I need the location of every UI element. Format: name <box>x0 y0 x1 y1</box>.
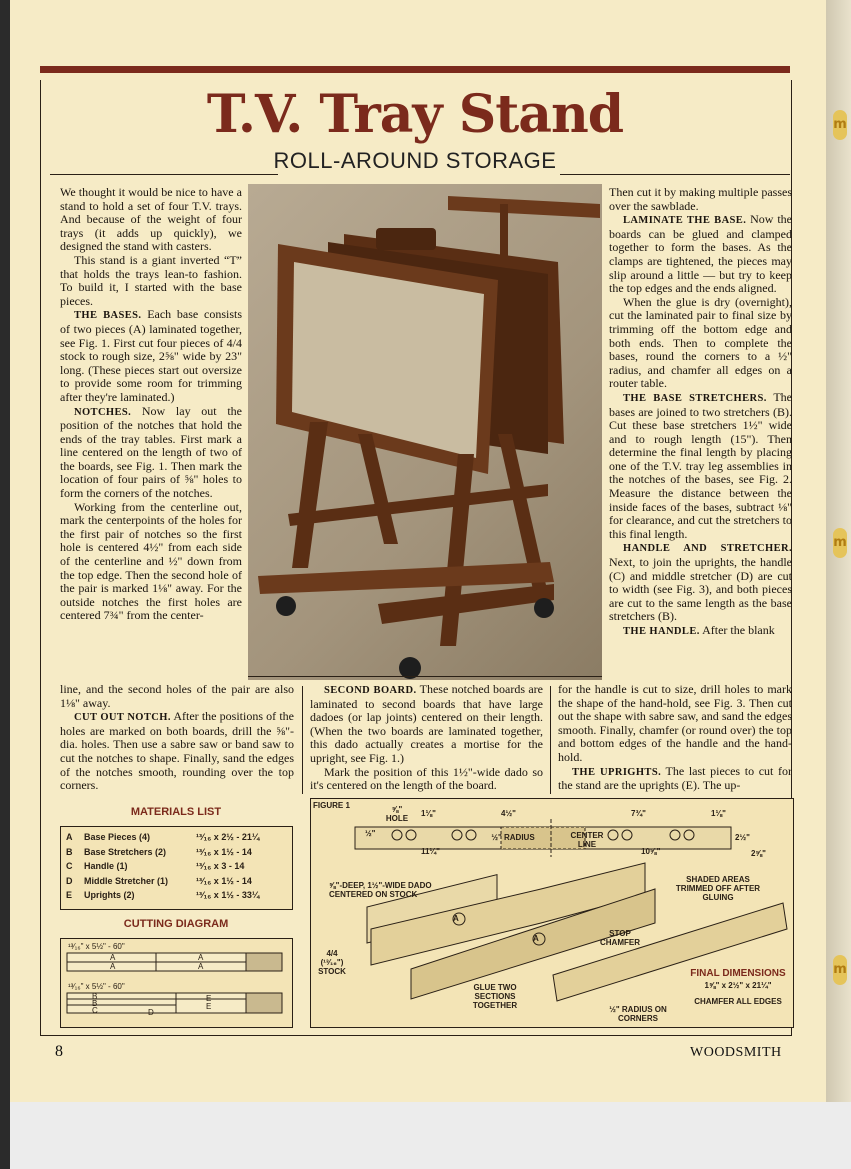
materials-row-k: E <box>66 890 73 900</box>
section-heading: CUT OUT NOTCH. <box>74 712 171 724</box>
cutting-diagram-title: CUTTING DIAGRAM <box>123 918 229 930</box>
final-dimensions-value: 1⅝" x 2½" x 21¼" <box>704 981 772 990</box>
page-tab-marker: m <box>833 955 847 985</box>
section-heading: THE HANDLE. <box>623 626 700 637</box>
paragraph: When the glue is dry (overnight), cut the laminated pair to final size by trimming off the bottom edge and both ends. Then to complete the bases, round the corners to a ½" radius, and chamfer all edges on a router table. <box>609 294 792 391</box>
materials-row-k: D <box>66 875 73 886</box>
paragraph: Each base consists of two pieces (A) laminated together, see Fig. 1. First cut four pieces of 4/4 stock to rough size, 2⅝" wide by 23" long. (These pieces start out oversize to provide some room for trimming after they're laminated.) <box>60 307 242 404</box>
paragraph: line, and the second holes of the pair are also 1⅛" away. <box>60 682 294 710</box>
materials-row-k: C <box>66 861 73 871</box>
dim-5: 11¼" <box>421 847 440 856</box>
section-heading: LAMINATE THE BASE. <box>623 215 747 227</box>
cut-label-b: B <box>92 992 98 1001</box>
materials-row-size: ¹³⁄₁₆ x 1½ - 14 <box>196 875 252 886</box>
subtitle-rule-right <box>560 174 790 175</box>
page-tab-marker: m <box>833 528 847 558</box>
dim-1: 1⅛" <box>421 809 436 818</box>
section-heading: THE BASE STRETCHERS. <box>623 392 767 404</box>
column-divider <box>550 686 551 794</box>
dim-hole: ⅝" HOLE <box>385 805 409 823</box>
article-bottom-column-3 <box>558 683 792 793</box>
tv-tray-stand-photo <box>248 184 602 680</box>
dim-3: 7¾" <box>631 809 646 818</box>
final-dimensions-label: FINAL DIMENSIONS <box>690 968 786 979</box>
paragraph: Mark the position of this 1½"-wide dado so it's centered on the length of the board. <box>310 764 543 793</box>
cut-label-b: B <box>92 999 98 1008</box>
page-tab-marker: m <box>833 110 847 140</box>
column-divider <box>302 686 303 794</box>
dim-2: 4½" <box>501 809 516 818</box>
photo-rule <box>248 676 602 677</box>
page-subtitle: ROLL-AROUND STORAGE <box>273 148 557 173</box>
figure-label: FIGURE 1 <box>313 801 350 810</box>
paragraph: The last pieces to cut for the stand are the uprights (E). The up- <box>558 763 792 793</box>
article-bottom-column-1 <box>60 683 294 793</box>
paragraph: Now lay out the position of the notches that hold the ends of the tray tables. First mark a line centered on the length of two of the boards, see Fig. 1. Then mark the location of four pairs of ⅝" holes to form the corners of the notches. <box>60 403 242 501</box>
materials-row-k: A <box>66 832 73 842</box>
dim-radius: ½" RADIUS <box>491 833 535 842</box>
cutting-diagram-boards <box>66 952 284 1018</box>
cut-label-e: E <box>206 994 212 1003</box>
page-title: T.V. Tray Stand <box>206 84 624 145</box>
part-a-marker: A <box>453 914 459 923</box>
page-number: 8 <box>55 1043 63 1060</box>
radius-corners-label: ½" RADIUS ON CORNERS <box>609 1005 667 1023</box>
page-edge-strip <box>826 0 851 1102</box>
center-line-label: CENTER LINE <box>570 831 604 849</box>
paragraph: for the handle is cut to size, drill holes to mark the shape of the hand-hold, see Fig. 3. Then cut out the shape with sabre saw, and sand the edges smooth. Finally, chamfer (or round over) the top and bottom edges of the handle and the hand-hold. <box>558 682 792 764</box>
scan-bottom-margin <box>10 1102 851 1169</box>
board-2-label: ¹³⁄₁₆" x 5½" - 60" <box>68 982 125 991</box>
section-heading: NOTCHES. <box>74 406 132 418</box>
dim-half: ½" <box>365 829 376 838</box>
section-heading: THE BASES. <box>74 310 142 322</box>
materials-row-size: ¹³⁄₁₆ x 2½ - 21¼ <box>196 832 260 842</box>
dim-7: 2½" <box>735 833 750 842</box>
materials-row-size: ¹³⁄₁₆ x 1½ - 14 <box>196 846 252 857</box>
materials-row-name: Middle Stretcher (1) <box>84 875 169 886</box>
materials-row-name: Base Pieces (4) <box>84 832 151 842</box>
subtitle-rule-left <box>50 174 278 175</box>
shaded-areas-label: SHADED AREAS TRIMMED OFF AFTER GLUING <box>675 875 761 902</box>
paragraph: After the positions of the holes are marked on both boards, drill the ⅝"-dia. holes. Then use a sabre saw or band saw to cut the notches to shape. Finally, sand the edges of the notches smooth, rounding over the top corners. <box>60 709 294 793</box>
cut-label-a: A <box>198 962 204 971</box>
glue-label: GLUE TWO SECTIONS TOGETHER <box>472 983 518 1010</box>
materials-row-size: ¹³⁄₁₆ x 1½ - 33¼ <box>196 890 260 900</box>
article-column-1 <box>60 186 242 623</box>
section-heading: SECOND BOARD. <box>324 685 417 696</box>
materials-row-size: ¹³⁄₁₆ x 3 - 14 <box>196 861 245 871</box>
paragraph: This stand is a giant inverted “T” that holds the trays lean-to fashion. To build it, I started with the base pieces. <box>60 252 242 308</box>
dim-4: 1⅛" <box>711 809 726 818</box>
article-bottom-column-2 <box>310 683 543 793</box>
board-1-label: ¹³⁄₁₆" x 5½" - 60" <box>68 942 125 951</box>
dim-6: 10⅝" <box>641 847 661 856</box>
tray-stand-illustration <box>248 184 602 680</box>
stock-label: 4/4 (¹³⁄₁₆") STOCK <box>318 949 346 976</box>
materials-list-title: MATERIALS LIST <box>130 806 222 818</box>
cut-label-a: A <box>110 962 116 971</box>
cut-label-c: C <box>92 1006 98 1015</box>
paragraph: Then cut it by making multiple passes over the sawblade. <box>609 185 792 213</box>
magazine-brand: WOODSMITH <box>690 1045 782 1060</box>
materials-row-name: Handle (1) <box>84 861 128 871</box>
paragraph: These notched boards are laminated to second boards that have large dadoes (or lap joints) centered on their length. (When the two boards are laminated together, this dado actually creates a mortise for the upright, see Fig. 1.) <box>310 682 543 765</box>
cut-label-a: A <box>198 953 204 962</box>
cut-label-e: E <box>206 1002 212 1011</box>
dim-8: 2⅝" <box>751 849 766 858</box>
materials-row-name: Uprights (2) <box>84 890 135 900</box>
cut-label-d: D <box>148 1008 154 1017</box>
chamfer-label: CHAMFER ALL EDGES <box>694 997 782 1006</box>
materials-row-name: Base Stretchers (2) <box>84 846 167 857</box>
section-heading: THE UPRIGHTS. <box>572 766 662 778</box>
paragraph: Working from the centerline out, mark the centerpoints of the holes for the first pair of notches so the first hole is centered 4½" from each side of the centerline and ½" down from the top edge. Then the second hole of the pair is marked 1⅛" away. For the outside notches the first holes are centered 7¾" from the center- <box>60 499 242 623</box>
section-heading: HANDLE AND STRETCHER. <box>623 543 792 555</box>
stop-chamfer-label: STOP CHAMFER <box>600 929 640 947</box>
paragraph: After the blank <box>699 623 775 637</box>
part-a-marker: A <box>533 934 539 943</box>
figure-1-diagram <box>310 798 794 1028</box>
materials-row-k: B <box>66 846 73 857</box>
paragraph: We thought it would be nice to have a stand to hold a set of four T.V. trays. And because of the weight of four trays (it adds up quickly), we designed the stand with casters. <box>60 185 242 254</box>
article-column-3 <box>609 186 792 639</box>
base-piece-drawing <box>311 799 793 1027</box>
paragraph: The bases are joined to two stretchers (B). Cut these base stretchers 1½" wide and to rough length (15"). Then determine the final length by placing one of the T.V. tray leg assemblies in the notches of the bases, see Fig. 2. Measure the distance between the inside faces of the bases, subtract ⅛" for clearance, and cut the stretchers to this final length. <box>609 389 792 541</box>
paragraph: Now the boards can be glued and clamped together to form the bases. As the clamps are tightened, the pieces may slip around a little — but try to keep the top edges and the ends aligned. <box>609 212 792 296</box>
paragraph: Next, to join the uprights, the handle (C) and middle stretcher (D) are cut to width (see Fig. 3), and both pieces are cut to the same length as the base stretchers (B). <box>609 555 792 624</box>
top-rule <box>40 66 790 73</box>
cut-label-a: A <box>110 953 116 962</box>
dado-label: ⅝"-DEEP, 1½"-WIDE DADO CENTERED ON STOCK <box>329 881 432 899</box>
